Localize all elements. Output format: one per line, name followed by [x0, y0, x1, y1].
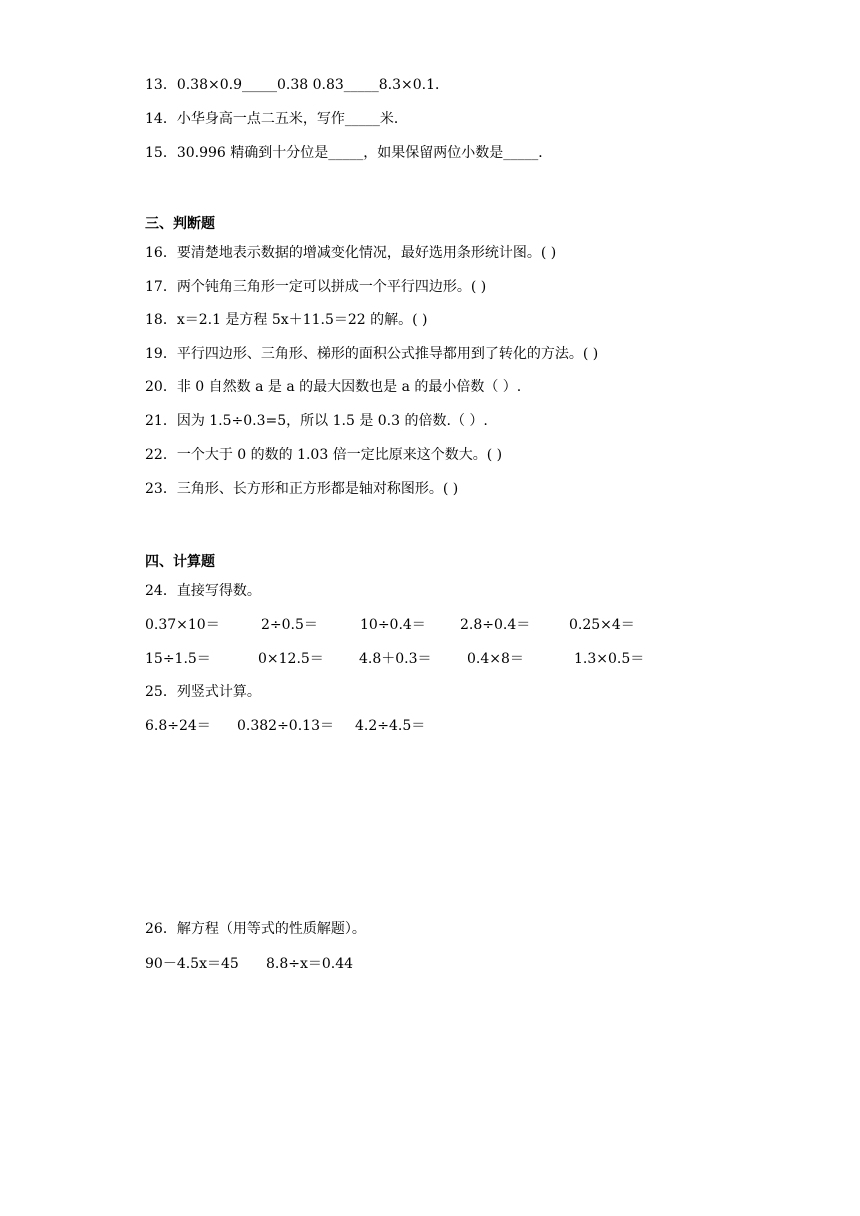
question-19: 19．平行四边形、三角形、梯形的面积公式推导都用到了转化的方法。( ) [145, 346, 599, 362]
calc-item: 0.4×8＝ [467, 651, 524, 667]
calc-item: 4.2÷4.5＝ [355, 718, 426, 734]
section-heading-judge: 三、判断题 [145, 216, 215, 232]
calc-item: 1.3×0.5＝ [574, 651, 645, 667]
section-heading-compute: 四、计算题 [145, 554, 215, 570]
question-20: 20．非 0 自然数 a 是 a 的最大因数也是 a 的最小倍数（ ）. [145, 379, 522, 395]
question-25: 25．列竖式计算。 [145, 684, 261, 700]
question-26: 26．解方程（用等式的性质解题）。 [145, 921, 366, 937]
question-15: 15．30.996 精确到十分位是_____，如果保留两位小数是_____． [145, 145, 553, 161]
equation-item: 8.8÷x＝0.44 [266, 956, 354, 972]
question-18: 18．x＝2.1 是方程 5x＋11.5＝22 的解。( ) [145, 312, 428, 328]
equation-item: 90－4.5x＝45 [145, 956, 239, 972]
calc-item: 0.382÷0.13＝ [237, 718, 334, 734]
question-23: 23．三角形、长方形和正方形都是轴对称图形。( ) [145, 481, 459, 497]
question-24: 24．直接写得数。 [145, 583, 261, 599]
question-13: 13．0.38×0.9_____0.38 0.83_____8.3×0.1． [145, 77, 450, 93]
calc-item: 6.8÷24＝ [145, 718, 211, 734]
calc-item: 0×12.5＝ [258, 651, 324, 667]
calc-item: 0.25×4＝ [569, 617, 635, 633]
question-16: 16．要清楚地表示数据的增减变化情况，最好选用条形统计图。( ) [145, 245, 557, 261]
question-14: 14．小华身高一点二五米，写作_____米． [145, 111, 408, 127]
calc-item: 10÷0.4＝ [360, 617, 426, 633]
question-17: 17．两个钝角三角形一定可以拼成一个平行四边形。( ) [145, 279, 487, 295]
calc-item: 0.37×10＝ [145, 617, 220, 633]
calc-item: 2.8÷0.4＝ [460, 617, 531, 633]
calc-item: 15÷1.5＝ [145, 651, 211, 667]
calc-item: 4.8＋0.3＝ [359, 651, 432, 667]
calc-item: 2÷0.5＝ [261, 617, 318, 633]
question-21: 21．因为 1.5÷0.3=5，所以 1.5 是 0.3 的倍数.（ ）. [145, 413, 488, 429]
question-22: 22．一个大于 0 的数的 1.03 倍一定比原来这个数大。( ) [145, 447, 503, 463]
